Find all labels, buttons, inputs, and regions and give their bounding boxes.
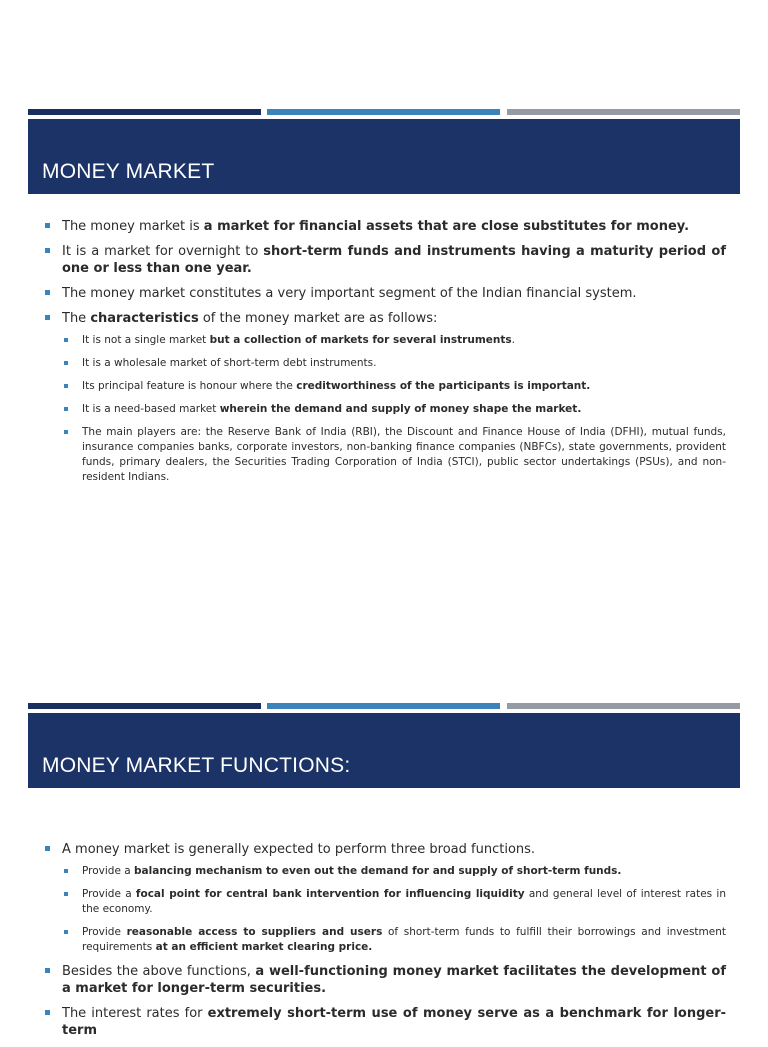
sub-bullet-bold-text: at an efficient market clearing price. — [155, 941, 373, 953]
bullet — [42, 243, 726, 277]
bullet-text: The money market constitutes a very important segment of the Indian financial system. — [62, 286, 637, 301]
bullet-text: A money market is generally expected to perform three broad functions. — [62, 842, 536, 857]
accent-bar-navy — [28, 109, 261, 115]
bullet-bold-text: short-term funds and instruments having a maturity period of one or less than one year. — [62, 244, 726, 276]
sub-bullet-bold-text: creditworthiness of the participants is important. — [296, 380, 591, 392]
sub-bullet-text: It is a need-based market — [82, 403, 220, 415]
sub-bullet — [42, 425, 726, 485]
sub-bullet — [42, 864, 726, 879]
accent-bar-blue — [267, 109, 500, 115]
sub-bullet — [42, 379, 726, 394]
sub-bullet — [42, 925, 726, 955]
bullet-bold-text: characteristics — [90, 311, 199, 326]
sub-bullet-text: Provide a — [82, 888, 136, 900]
sub-bullet — [42, 887, 726, 917]
accent-bar-gray — [507, 109, 740, 115]
accent-bars — [28, 109, 740, 115]
bullet-text: Besides the above functions, — [62, 964, 256, 979]
sub-bullet-text: of short-term funds to fulfill their borrowings and investment requirements — [82, 926, 726, 953]
bullet — [42, 285, 726, 302]
sub-bullet-bold-text: but a collection of markets for several instruments — [209, 334, 512, 346]
sub-bullet-text: . — [511, 334, 515, 346]
sub-bullet-bold-text: balancing mechanism to even out the demand for and supply of short-term funds. — [134, 865, 622, 877]
sub-bullet-text: Provide — [82, 926, 127, 938]
sub-bullet-bold-text: reasonable access to suppliers and users — [126, 926, 383, 938]
sub-bullet-text: It is not a single market — [82, 334, 210, 346]
slide-money-market-functions — [0, 690, 768, 1038]
slide-body — [42, 841, 726, 1047]
sub-bullet — [42, 356, 726, 371]
sub-bullet-bold-text: wherein the demand and supply of money shape the market. — [219, 403, 582, 415]
slide-title: MONEY MARKET FUNCTIONS: — [42, 754, 351, 777]
bullet-bold-text: a market for financial assets that are close substitutes for money. — [203, 219, 690, 234]
sub-bullet-text: The main players are: the Reserve Bank of India (RBI), the Discount and Finance House of India (DFHI), mutual funds, insurance companies banks, corporate investors, non-banking finance companies (NBFCs), state governments, provident funds, primary dealers, the Securities Trading Corporation of India (STCI), public sector undertakings (PSUs), and non-resident Indians. — [82, 426, 726, 483]
bullet-text: The interest rates for — [62, 1006, 208, 1021]
sub-bullet-text: and general level of interest rates in the economy. — [82, 888, 726, 915]
sub-bullet-text: It is a wholesale market of short-term debt instruments. — [82, 357, 377, 369]
sub-bullet-list — [42, 864, 726, 955]
accent-bar-gray — [507, 703, 740, 709]
slide-title-banner — [28, 713, 740, 788]
sub-bullet-list — [42, 333, 726, 485]
slide-title-banner — [28, 119, 740, 194]
sub-bullet-text: Provide a — [82, 865, 135, 877]
sub-bullet-text: Its principal feature is honour where the — [82, 380, 297, 392]
sub-bullet-bold-text: focal point for central bank intervention for influencing liquidity — [135, 888, 525, 900]
bullet-text: The money market is — [62, 219, 204, 234]
sub-bullet — [42, 333, 726, 348]
bullet-bold-text: a well-functioning money market facilitates the development of a market for longer-term securities. — [62, 964, 727, 996]
sub-bullet — [42, 402, 726, 417]
bullet-text: of the money market are as follows: — [198, 311, 438, 326]
bullet-text: It is a market for overnight to — [62, 244, 264, 259]
accent-bars — [28, 703, 740, 709]
bullet — [42, 841, 726, 955]
bullet-text: The — [62, 311, 91, 326]
accent-bar-blue — [267, 703, 500, 709]
bullet — [42, 218, 726, 235]
slide-body — [42, 218, 726, 493]
accent-bar-navy — [28, 703, 261, 709]
slide-title: MONEY MARKET — [42, 160, 215, 183]
bullet — [42, 1005, 726, 1039]
bullet — [42, 963, 726, 997]
bullet — [42, 310, 726, 485]
bullet-bold-text: extremely short-term use of money serve as a benchmark for longer-term — [62, 1006, 727, 1038]
